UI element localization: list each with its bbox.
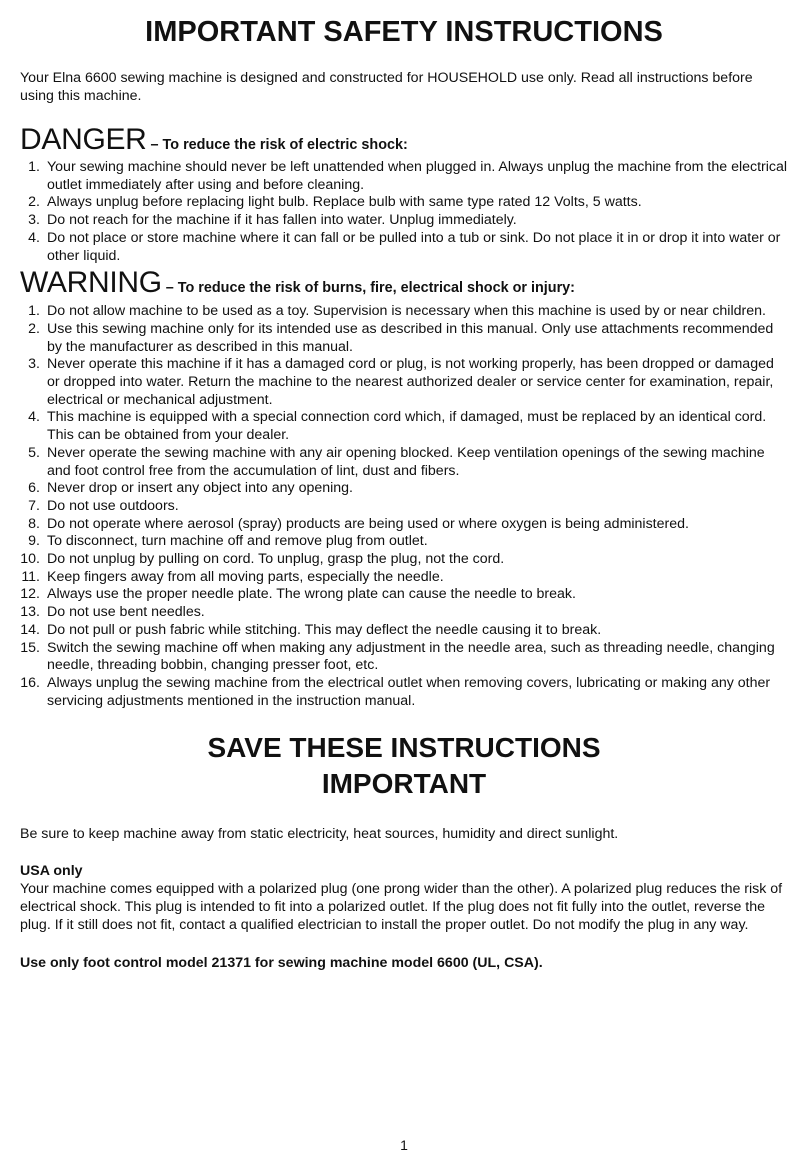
page-number: 1 [400, 1137, 408, 1153]
list-item-text: Always use the proper needle plate. The wrong plate can cause the needle to break. [47, 586, 576, 603]
list-item-number: 12. [20, 586, 40, 603]
list-item [20, 604, 788, 622]
list-item-number: 9. [28, 533, 40, 550]
save-instructions-heading [20, 730, 788, 802]
list-item-text: Keep fingers away from all moving parts, especially the needle. [47, 568, 444, 585]
list-item [20, 409, 788, 444]
danger-list [20, 159, 788, 265]
list-item-text: Use this sewing machine only for its intended use as described in this manual. Only use attachments recommended by the manufacturer as described in this manual. [47, 320, 774, 355]
list-item-text: Do not use outdoors. [47, 497, 179, 514]
page-title: IMPORTANT SAFETY INSTRUCTIONS [145, 16, 663, 48]
list-item-text: Never operate the sewing machine with any air opening blocked. Keep ventilation openings of the sewing machine and foot control free from the accumulation of lint, dust and fibers. [47, 444, 765, 479]
warning-label: WARNING [20, 266, 162, 300]
list-item [20, 551, 788, 569]
list-item [20, 516, 788, 534]
list-item-number: 2. [28, 194, 40, 211]
list-item [20, 640, 788, 675]
list-item-number: 1. [28, 303, 40, 320]
list-item-number: 3. [28, 356, 40, 373]
intro-paragraph: Your Elna 6600 sewing machine is designed and constructed for HOUSEHOLD use only. Read all instructions before using this machine. [20, 70, 753, 104]
danger-heading [20, 123, 788, 162]
list-item-text: Do not unplug by pulling on cord. To unplug, grasp the plug, not the cord. [47, 551, 505, 568]
warning-subheading: – To reduce the risk of burns, fire, electrical shock or injury: [161, 280, 575, 297]
list-item-number: 11. [21, 568, 40, 585]
list-item-number: 1. [28, 159, 40, 175]
warning-list [20, 303, 788, 710]
list-item-number: 3. [28, 212, 40, 229]
list-item [20, 675, 788, 710]
list-item-number: 15. [20, 639, 40, 656]
list-item-text: Your sewing machine should never be left unattended when plugged in. Always unplug the machine from the electrical outlet immediately after using and before cleaning. [47, 159, 788, 193]
warning-heading [20, 266, 788, 305]
list-item-number: 16. [20, 674, 40, 691]
list-item [20, 533, 788, 551]
usa-paragraph: Your machine comes equipped with a polarized plug (one prong wider than the other). A polarized plug reduces the risk of electrical shock. This plug is intended to fit into a polarized outlet. If the plug does not fit fully into the outlet, reverse the plug. If it still does not fit, contact a qualified electrician to install the proper outlet. Do not modify the plug in any way. [20, 881, 783, 934]
list-item-text: Do not pull or push fabric while stitching. This may deflect the needle causing it to break. [47, 621, 602, 638]
list-item [20, 569, 788, 587]
list-item-text: Do not allow machine to be used as a toy. Supervision is necessary when this machine is used by or near children. [47, 303, 766, 320]
list-item [20, 356, 788, 409]
save-heading-line2: IMPORTANT [321, 768, 487, 800]
list-item [20, 480, 788, 498]
list-item-text: Do not place or store machine where it can fall or be pulled into a tub or sink. Do not place it in or drop it into water or other liquid. [47, 229, 781, 264]
list-item-text: Never drop or insert any object into any opening. [47, 480, 354, 497]
list-item-number: 7. [28, 497, 40, 514]
list-item-number: 5. [28, 444, 40, 461]
list-item-text: This machine is equipped with a special connection cord which, if damaged, must be replaced by an identical cord. This can be obtained from your dealer. [47, 409, 767, 444]
foot-control-note: Use only foot control model 21371 for sewing machine model 6600 (UL, CSA). [20, 955, 543, 972]
list-item-number: 8. [28, 515, 40, 532]
list-item-number: 10. [20, 551, 40, 568]
usa-heading: USA only [20, 863, 83, 880]
list-item-number: 13. [20, 604, 40, 621]
list-item [20, 303, 788, 321]
danger-subheading: – To reduce the risk of electric shock: [146, 137, 408, 153]
list-item [20, 194, 788, 212]
list-item-text: Always unplug before replacing light bulb. Replace bulb with same type rated 12 Volts, 5 watts. [47, 194, 642, 211]
list-item [20, 159, 788, 194]
list-item [20, 445, 788, 480]
list-item-number: 2. [28, 320, 40, 337]
list-item [20, 622, 788, 640]
list-item-text: To disconnect, turn machine off and remove plug from outlet. [47, 533, 428, 550]
list-item-text: Do not use bent needles. [47, 604, 205, 621]
list-item-text: Switch the sewing machine off when making any adjustment in the needle area, such as threading needle, changing needle, threading bobbin, changing presser foot, etc. [47, 639, 775, 674]
list-item-text: Do not reach for the machine if it has fallen into water. Unplug immediately. [47, 212, 517, 229]
list-item [20, 230, 788, 265]
save-heading-line1: SAVE THESE INSTRUCTIONS [207, 732, 601, 764]
list-item-number: 4. [28, 229, 40, 246]
list-item-text: Always unplug the sewing machine from the electrical outlet when removing covers, lubricating or making any other servicing adjustments mentioned in the instruction manual. [47, 674, 771, 709]
list-item [20, 498, 788, 516]
list-item [20, 586, 788, 604]
list-item-text: Never operate this machine if it has a damaged cord or plug, is not working properly, has been dropped or damaged or dropped into water. Return the machine to the nearest authorized dealer or service center for examination, repair, electrical or mechanical adjustment. [47, 356, 774, 408]
list-item-text: Do not operate where aerosol (spray) products are being used or where oxygen is being administered. [47, 515, 689, 532]
list-item-number: 4. [28, 409, 40, 426]
danger-label: DANGER [20, 123, 147, 156]
list-item-number: 6. [28, 480, 40, 497]
static-note: Be sure to keep machine away from static electricity, heat sources, humidity and direct sunlight. [20, 826, 619, 843]
manual-page [20, 0, 788, 987]
list-item [20, 212, 788, 230]
list-item-number: 14. [20, 621, 40, 638]
list-item [20, 321, 788, 356]
